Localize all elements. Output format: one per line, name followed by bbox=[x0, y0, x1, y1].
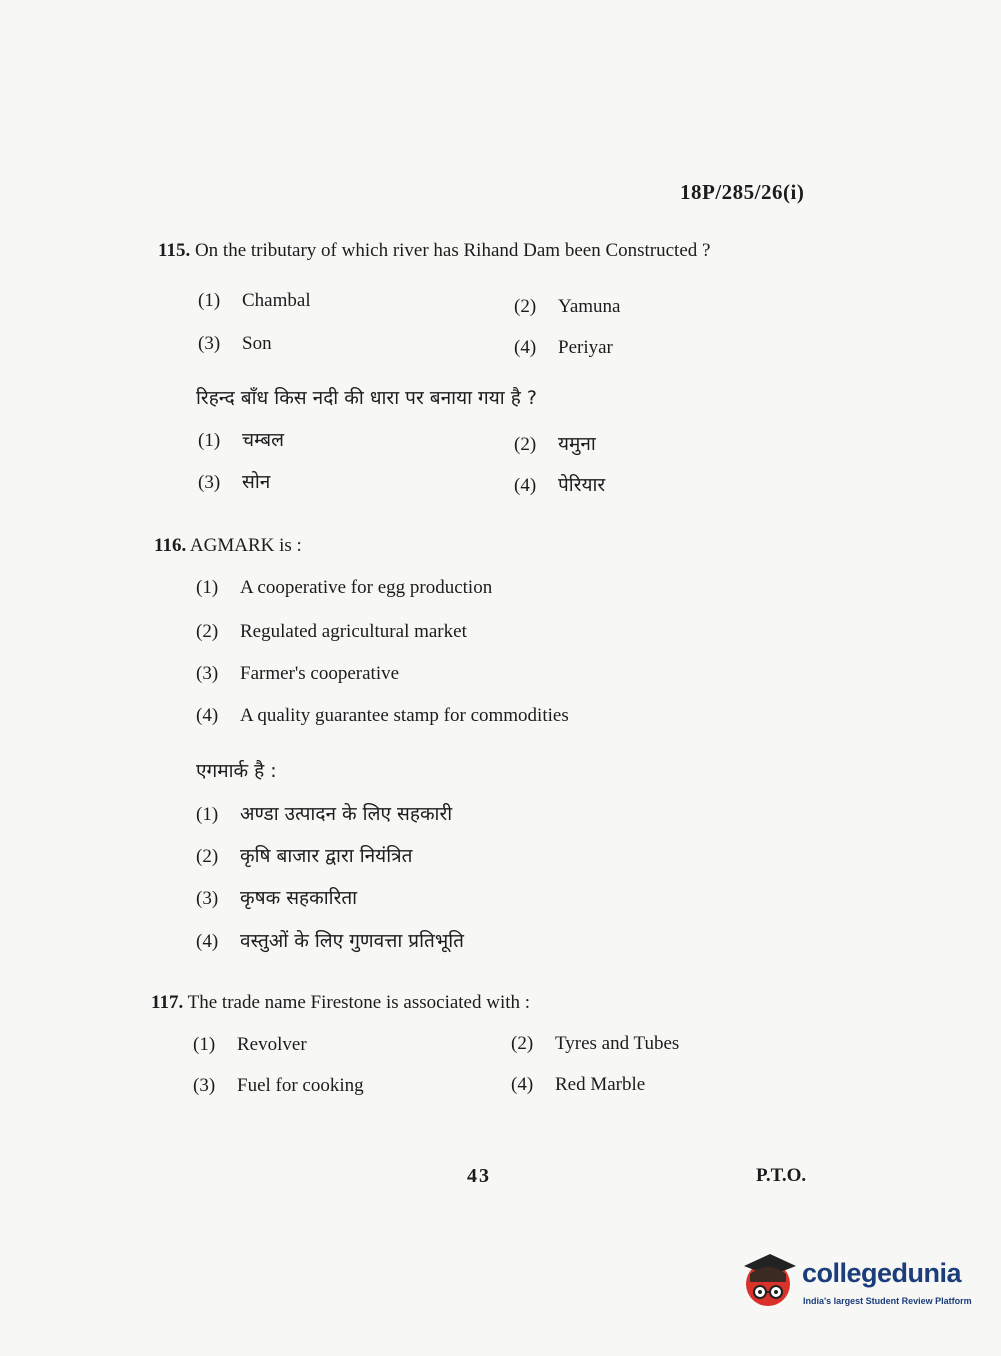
hindi-option-1: (1) चम्बल bbox=[198, 429, 284, 451]
question-text: The trade name Firestone is associated with : bbox=[187, 992, 531, 1013]
collegedunia-logo[interactable] bbox=[740, 1250, 970, 1320]
question-text: On the tributary of which river has Rihand Dam been Constructed ? bbox=[194, 240, 711, 261]
option-4: (4) Red Marble bbox=[511, 1074, 646, 1095]
hindi-option-2: (2) यमुना bbox=[514, 433, 596, 455]
hindi-option-1: (1) अण्डा उत्पादन के लिए सहकारी bbox=[196, 803, 453, 825]
pto-label: P.T.O. bbox=[756, 1165, 807, 1186]
hindi-option-3: (3) कृषक सहकारिता bbox=[196, 887, 358, 909]
hindi-option-3: (3) सोन bbox=[198, 471, 271, 493]
logo-tagline: India's largest Student Review Platform bbox=[803, 1296, 972, 1306]
option-1: (1) A cooperative for egg production bbox=[196, 577, 493, 598]
question-116-hindi: एगमार्क है : bbox=[196, 760, 277, 782]
option-2: (2) Yamuna bbox=[514, 296, 621, 317]
question-text: AGMARK is : bbox=[189, 535, 302, 556]
option-1: (1) Chambal bbox=[198, 290, 311, 311]
hindi-option-4: (4) वस्तुओं के लिए गुणवत्ता प्रतिभूति bbox=[196, 930, 464, 952]
option-2: (2) Tyres and Tubes bbox=[511, 1033, 680, 1054]
option-3: (3) Farmer's cooperative bbox=[196, 663, 400, 684]
question-115 bbox=[158, 240, 710, 262]
page-number: 43 bbox=[467, 1165, 491, 1187]
question-116 bbox=[154, 535, 302, 557]
logo-name: collegedunia bbox=[802, 1258, 962, 1288]
option-4: (4) A quality guarantee stamp for commodities bbox=[196, 705, 569, 726]
question-number: 115. bbox=[158, 240, 191, 261]
hindi-option-4: (4) पेरियार bbox=[514, 474, 606, 496]
mascot-icon bbox=[740, 1252, 800, 1312]
option-3: (3) Son bbox=[198, 333, 272, 354]
paper-code: 18P/285/26(i) bbox=[680, 180, 805, 204]
question-number: 116. bbox=[154, 535, 187, 556]
question-117 bbox=[151, 992, 530, 1014]
option-4: (4) Periyar bbox=[514, 337, 613, 358]
hindi-option-2: (2) कृषि बाजार द्वारा नियंत्रित bbox=[196, 845, 413, 867]
option-2: (2) Regulated agricultural market bbox=[196, 621, 467, 642]
question-115-hindi: रिहन्द बाँध किस नदी की धारा पर बनाया गया है ? bbox=[196, 387, 537, 409]
option-1: (1) Revolver bbox=[193, 1034, 307, 1055]
question-number: 117. bbox=[151, 992, 184, 1013]
option-3: (3) Fuel for cooking bbox=[193, 1075, 364, 1096]
